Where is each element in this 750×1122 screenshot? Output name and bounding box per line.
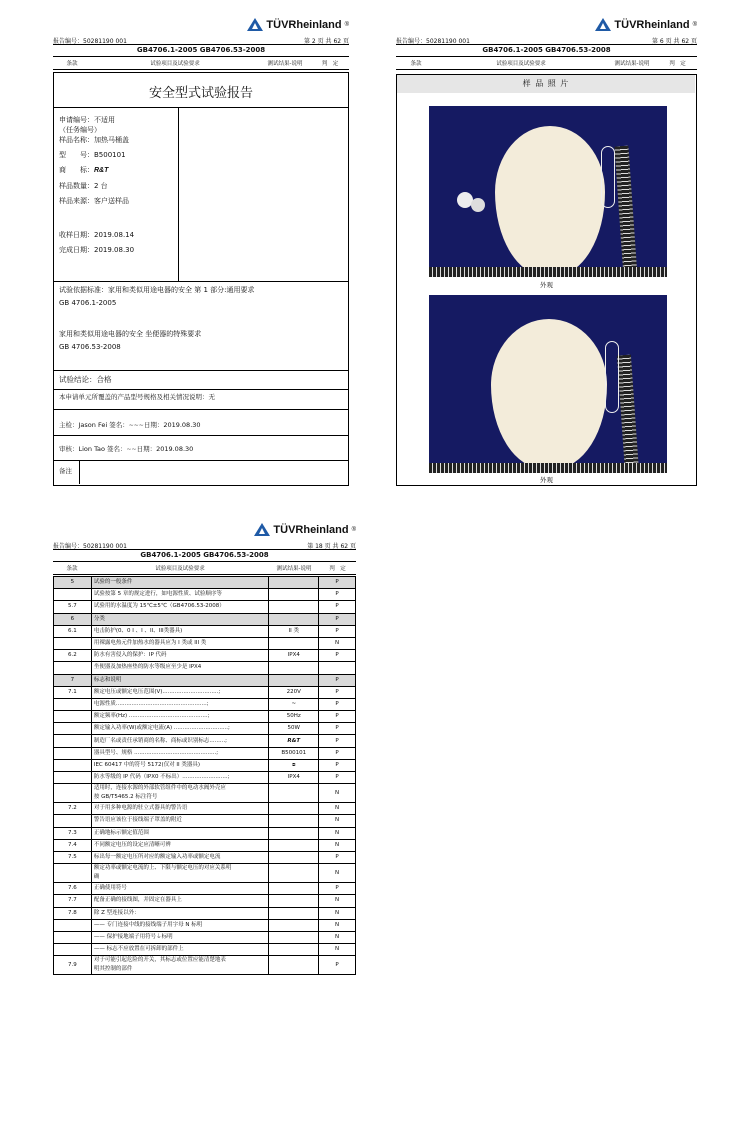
verdict-cell: P xyxy=(319,589,356,601)
result-cell: IPX4 xyxy=(269,650,319,662)
requirement-cell: 器具型号、规格 ...............................................; xyxy=(91,747,268,759)
scope-note: 本申请单元所覆盖的产品型号规格及相关情况说明：无 xyxy=(59,393,215,401)
report-page-photos xyxy=(396,14,697,486)
requirement-cell: 防水有害侵入的保护：IP 代码 xyxy=(91,650,268,662)
table-row xyxy=(54,625,356,637)
verdict-cell: N xyxy=(319,895,356,907)
table-row xyxy=(54,956,356,975)
verdict-cell xyxy=(319,662,356,674)
requirement-cell: 正确地标示额定值范围 xyxy=(91,827,268,839)
table-row xyxy=(54,577,356,589)
report-number: 报告编号：50281190 001 xyxy=(396,38,470,45)
sample-photo-2 xyxy=(429,295,667,473)
result-cell: ⧈ xyxy=(269,759,319,771)
column-header: 条款 试验项目及试验要求 测试结果-说明 判 定 xyxy=(53,56,349,70)
table-row xyxy=(54,851,356,863)
result-cell xyxy=(269,864,319,883)
result-cell: IPX4 xyxy=(269,772,319,784)
requirement-cell: 对于用多种电源的驻立式器具的警告语 xyxy=(91,803,268,815)
requirement-cell: 试验的一般条件 xyxy=(91,577,268,589)
verdict-cell: P xyxy=(319,674,356,686)
standard-header: GB4706.1-2005 GB4706.53-2008 xyxy=(136,46,266,54)
sample-quantity: 样品数量：2 台 xyxy=(59,182,108,190)
clause-cell: 7.5 xyxy=(54,851,92,863)
requirement-cell: 用裸露电热元件加热水的器具应为 I 类或 III 类 xyxy=(91,637,268,649)
column-header: 条款 试验项目及试验要求 测试结果-说明 判 定 xyxy=(53,561,356,575)
table-row xyxy=(54,674,356,686)
requirement-cell: 不同额定电压的设定应清晰可辨 xyxy=(91,839,268,851)
clause-cell: 6.2 xyxy=(54,650,92,662)
table-row xyxy=(54,944,356,956)
result-cell: R&T xyxy=(269,735,319,747)
verdict-cell: P xyxy=(319,747,356,759)
tuv-logo: TÜVRheinland ® xyxy=(595,18,697,31)
clause-cell xyxy=(54,723,92,735)
page-indicator: 第 18 页 共 62 页 xyxy=(307,543,356,550)
power-cord xyxy=(601,146,615,208)
verdict-cell: P xyxy=(319,883,356,895)
clause-cell: 5 xyxy=(54,577,92,589)
requirement-cell: 正确使用符号 xyxy=(91,883,268,895)
result-cell xyxy=(269,613,319,625)
result-cell xyxy=(269,662,319,674)
clause-cell: 6 xyxy=(54,613,92,625)
table-row xyxy=(54,711,356,723)
table-row xyxy=(54,686,356,698)
tuv-triangle-icon xyxy=(247,18,263,31)
clause-cell xyxy=(54,589,92,601)
table-row xyxy=(54,650,356,662)
result-cell: 50W xyxy=(269,723,319,735)
result-cell xyxy=(269,883,319,895)
test-basis: 试验依据标准：家用和类似用途电器的安全 第 1 部分:通用要求 GB 4706.1-2005 家用和类似用途电器的安全 坐便器的特殊要求 GB 4706.53-2008 xyxy=(59,286,255,351)
clause-cell xyxy=(54,747,92,759)
requirement-cell: 分类 xyxy=(91,613,268,625)
trademark-logo: R&T xyxy=(94,167,109,174)
requirement-cell: 防水等级的 IP 代码（IPX0 不标出）..........................; xyxy=(91,772,268,784)
verdict-cell: N xyxy=(319,944,356,956)
requirement-cell: 配备正确的接线图，并固定在器具上 xyxy=(91,895,268,907)
table-row xyxy=(54,895,356,907)
result-cell xyxy=(269,601,319,613)
verdict-cell: N xyxy=(319,827,356,839)
clause-cell: 7.4 xyxy=(54,839,92,851)
table-row xyxy=(54,613,356,625)
page-indicator: 第 2 页 共 62 页 xyxy=(304,38,349,45)
table-row xyxy=(54,864,356,883)
requirement-cell: 试验用的水温度为 15℃±5℃（GB4706.53-2008） xyxy=(91,601,268,613)
result-cell xyxy=(269,851,319,863)
verdict-cell: N xyxy=(319,784,356,803)
table-row xyxy=(54,815,356,827)
sample-fields xyxy=(59,114,134,256)
reviewer-signature: ~~ xyxy=(126,446,137,453)
requirement-cell: 试验按第 5 章的规定进行，如电源性质、试验顺序等 xyxy=(91,589,268,601)
table-row xyxy=(54,907,356,919)
tuv-triangle-icon xyxy=(595,18,611,31)
requirement-cell: 标志和说明 xyxy=(91,674,268,686)
requirement-cell: 除 Z 型连接以外： xyxy=(91,907,268,919)
model: 型 号：B500101 xyxy=(59,151,126,159)
requirement-cell: 坐便器及加热座垫的防水等级应至少是 IPX4 xyxy=(91,662,268,674)
inspector-line: 主检：Jason Fei 签名：~~~日期：2019.08.30 xyxy=(59,421,201,429)
report-number: 报告编号：50281190 001 xyxy=(53,38,127,45)
verdict-cell: P xyxy=(319,735,356,747)
result-cell: 50Hz xyxy=(269,711,319,723)
result-cell xyxy=(269,803,319,815)
result-cell xyxy=(269,931,319,943)
clause-cell xyxy=(54,698,92,710)
requirement-cell: 额定功率或额定电流的上、下限与额定电压的对应关系明 确 xyxy=(91,864,268,883)
table-row xyxy=(54,601,356,613)
photo-caption-2: 外观 xyxy=(540,476,553,484)
verdict-cell: P xyxy=(319,601,356,613)
tuv-triangle-icon xyxy=(254,523,270,536)
table-row xyxy=(54,839,356,851)
clause-cell xyxy=(54,815,92,827)
requirement-cell: —— 保护接地端子用符号⏚标明 xyxy=(91,931,268,943)
requirement-cell: 制造厂名或责任承销商的名称、商标或识别标志.........; xyxy=(91,735,268,747)
verdict-cell: P xyxy=(319,686,356,698)
requirement-cell: —— 标志不应放置在可拆卸的部件上 xyxy=(91,944,268,956)
application-number: 申请编号：不适用 xyxy=(59,116,115,124)
result-cell xyxy=(269,637,319,649)
clause-cell xyxy=(54,735,92,747)
report-title: 安全型式试验报告 xyxy=(148,86,253,101)
report-page-cover xyxy=(53,14,349,486)
verdict-cell: N xyxy=(319,931,356,943)
table-row xyxy=(54,803,356,815)
sample-name: 样品名称：加热马桶盖 xyxy=(59,136,129,144)
verdict-cell: P xyxy=(319,711,356,723)
test-conclusion: 试验结论：合格 xyxy=(59,375,112,384)
clause-cell: 7.9 xyxy=(54,956,92,975)
verdict-cell: P xyxy=(319,723,356,735)
toilet-seat xyxy=(495,126,605,276)
report-page-checklist xyxy=(53,519,356,985)
result-cell xyxy=(269,839,319,851)
clause-cell: 6.1 xyxy=(54,625,92,637)
sample-source: 样品来源：客户送样品 xyxy=(59,197,129,205)
remark-label: 备注 xyxy=(59,467,72,475)
clause-cell: 7.1 xyxy=(54,686,92,698)
clause-cell xyxy=(54,662,92,674)
verdict-cell: P xyxy=(319,650,356,662)
brand-name: TÜVRheinland xyxy=(273,523,349,536)
table-row xyxy=(54,784,356,803)
clause-cell: 5.7 xyxy=(54,601,92,613)
clause-cell: 7.6 xyxy=(54,883,92,895)
clause-cell xyxy=(54,637,92,649)
photo-section-title: 样 品 照 片 xyxy=(397,75,695,93)
clause-cell: 7.8 xyxy=(54,907,92,919)
clause-cell: 7 xyxy=(54,674,92,686)
brand-name: TÜVRheinland xyxy=(266,18,342,31)
requirement-cell: 额定电压或额定电压范围(V)................................; xyxy=(91,686,268,698)
toilet-seat xyxy=(491,319,607,469)
table-row xyxy=(54,589,356,601)
verdict-cell: P xyxy=(319,577,356,589)
table-row xyxy=(54,747,356,759)
result-cell xyxy=(269,815,319,827)
verdict-cell: P xyxy=(319,956,356,975)
standard-header: GB4706.1-2005 GB4706.53-2008 xyxy=(482,46,611,54)
ruler xyxy=(614,146,637,277)
trademark-label: 商 标： xyxy=(59,166,94,174)
table-row xyxy=(54,883,356,895)
verdict-cell: P xyxy=(319,625,356,637)
requirement-cell: 警告语应该位于接线端子罩盖的附近 xyxy=(91,815,268,827)
requirement-cell: 电击防护(0、0 I 、I 、II、III类器具) xyxy=(91,625,268,637)
requirement-cell: 对于可能引起危险的开关，其标志或位置应能清楚地表 明其控制的部件 xyxy=(91,956,268,975)
clause-cell xyxy=(54,772,92,784)
result-cell xyxy=(269,784,319,803)
result-cell xyxy=(269,674,319,686)
clause-cell: 7.7 xyxy=(54,895,92,907)
requirement-cell: 电源性质....................................................; xyxy=(91,698,268,710)
verdict-cell: N xyxy=(319,815,356,827)
result-cell: II 类 xyxy=(269,625,319,637)
table-row xyxy=(54,772,356,784)
verdict-cell: N xyxy=(319,907,356,919)
clause-cell xyxy=(54,931,92,943)
standard-header: GB4706.1-2005 GB4706.53-2008 xyxy=(140,551,269,559)
requirement-cell: IEC 60417 中的符号 5172(仅对 II 类器具) xyxy=(91,759,268,771)
result-cell xyxy=(269,919,319,931)
verdict-cell: N xyxy=(319,839,356,851)
power-cord xyxy=(605,341,619,413)
requirement-cell: 额定频率(Hz) .............................................; xyxy=(91,711,268,723)
verdict-cell: P xyxy=(319,772,356,784)
verdict-cell: N xyxy=(319,919,356,931)
verdict-cell: P xyxy=(319,613,356,625)
requirement-cell: 额定输入功率(W)或额定电流(A) ...............................; xyxy=(91,723,268,735)
requirement-cell: 标出每一额定电压所对应的额定输入功率或额定电流 xyxy=(91,851,268,863)
sample-photo-1 xyxy=(429,106,667,277)
ruler xyxy=(617,355,639,473)
table-row xyxy=(54,931,356,943)
verdict-cell: N xyxy=(319,864,356,883)
clause-cell xyxy=(54,784,92,803)
table-row xyxy=(54,698,356,710)
result-cell xyxy=(269,895,319,907)
result-cell xyxy=(269,907,319,919)
clause-cell xyxy=(54,759,92,771)
clause-cell: 7.3 xyxy=(54,827,92,839)
reviewer-line: 审核：Lion Tao 签名：~~日期：2019.08.30 xyxy=(59,445,194,453)
table-row xyxy=(54,662,356,674)
requirement-cell: 适用时，连接水源的外部软管组件中的电动水阀外壳应 按 GB/T5465.2 标注符号 xyxy=(91,784,268,803)
table-row xyxy=(54,637,356,649)
table-row xyxy=(54,723,356,735)
page-indicator: 第 6 页 共 62 页 xyxy=(652,38,697,45)
date-completed: 完成日期：2019.08.30 xyxy=(59,246,135,254)
result-cell xyxy=(269,827,319,839)
photo-caption-1: 外观 xyxy=(540,281,553,289)
table-row xyxy=(54,759,356,771)
verdict-cell: N xyxy=(319,637,356,649)
inspector-signature: ~~~ xyxy=(128,422,144,429)
requirement-cell: —— 专门连接中线的接线端子用字母 N 标明 xyxy=(91,919,268,931)
table-row xyxy=(54,919,356,931)
brand-name: TÜVRheinland xyxy=(614,18,690,31)
verdict-cell: P xyxy=(319,698,356,710)
clause-cell xyxy=(54,944,92,956)
table-row xyxy=(54,827,356,839)
result-cell: B500101 xyxy=(269,747,319,759)
tuv-logo: TÜVRheinland ® xyxy=(254,523,356,536)
clause-cell xyxy=(54,864,92,883)
date-received: 收样日期：2019.08.14 xyxy=(59,231,135,239)
verdict-cell: P xyxy=(319,759,356,771)
table-row xyxy=(54,735,356,747)
result-cell xyxy=(269,944,319,956)
result-cell: 220V xyxy=(269,686,319,698)
column-header: 条款 试验项目及试验要求 测试结果-说明 判 定 xyxy=(396,56,697,70)
verdict-cell: N xyxy=(319,803,356,815)
clause-cell xyxy=(54,711,92,723)
result-cell xyxy=(269,956,319,975)
verdict-cell: P xyxy=(319,851,356,863)
clause-cell: 7.2 xyxy=(54,803,92,815)
clause-table xyxy=(53,576,356,975)
result-cell: ~ xyxy=(269,698,319,710)
tuv-logo: TÜVRheinland ® xyxy=(247,18,349,31)
result-cell xyxy=(269,589,319,601)
clause-cell xyxy=(54,919,92,931)
task-number: （任务编号） xyxy=(59,126,101,134)
report-number: 报告编号：50281190 001 xyxy=(53,543,127,550)
result-cell xyxy=(269,577,319,589)
